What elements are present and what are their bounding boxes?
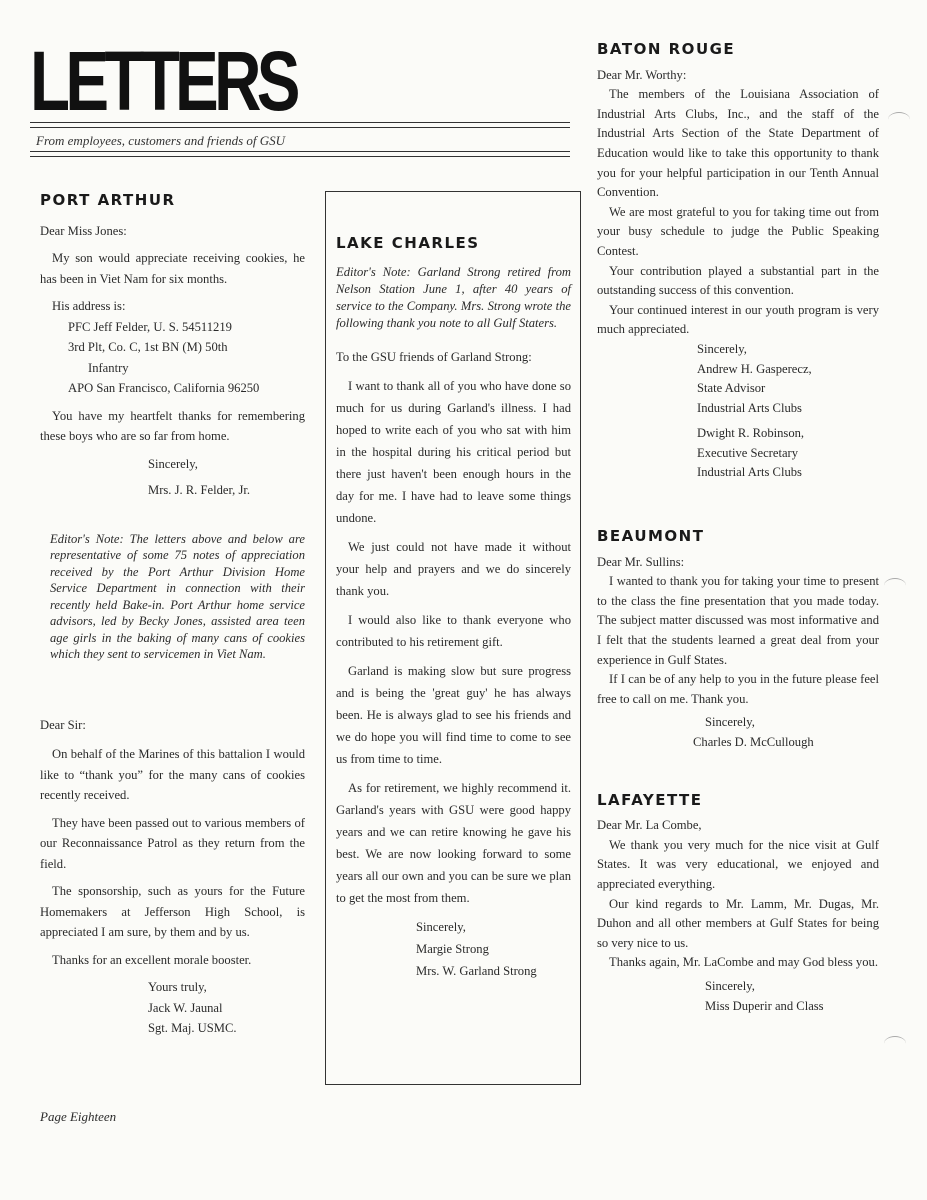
divider (30, 127, 570, 128)
paragraph: Our kind regards to Mr. Lamm, Mr. Dugas, Mr. Duhon and all other members at Gulf States for being so very nice to us. (597, 896, 879, 950)
paragraph: I would also like to thank everyone who contributed to his retirement gift. (336, 613, 571, 649)
signature: Mrs. J. R. Felder, Jr. (148, 483, 250, 497)
signature: Jack W. Jaunal (148, 1000, 223, 1015)
paragraph: We thank you very much for the nice visit at Gulf States. It was very educational, we enjoyed and appreciated everything. (597, 837, 879, 891)
closing: Sincerely, (705, 978, 755, 993)
divider (30, 122, 570, 123)
paragraph: Thanks for an excellent morale booster. (52, 952, 252, 967)
paragraph: They have been passed out to various members of our Reconnaissance Patrol as they return from the field. (40, 815, 305, 871)
masthead-title: LETTERS (30, 34, 296, 128)
section-heading: BEAUMONT (597, 527, 705, 546)
address-line: APO San Francisco, California 96250 (68, 381, 260, 395)
paragraph: The sponsorship, such as yours for the Future Homemakers at Jefferson High School, is appreciated I am sure, by them and by us. (40, 884, 305, 939)
subtitle: From employees, customers and friends of GSU (36, 133, 286, 148)
closing: Sincerely, (148, 456, 198, 471)
salutation: Dear Sir: (40, 717, 86, 732)
divider (30, 151, 570, 152)
salutation: To the GSU friends of Garland Strong: (336, 350, 532, 364)
signature: Dwight R. Robinson, (697, 426, 805, 441)
salutation: Dear Mr. Worthy: (597, 67, 687, 82)
address-line: Infantry (88, 360, 129, 375)
paragraph: His address is: (52, 299, 126, 313)
signature-org: Industrial Arts Clubs (697, 400, 802, 415)
signature: Miss Duperir and Class (705, 998, 824, 1013)
editors-note: Editor's Note: Garland Strong retired from Nelson Station June 1, after 40 years of service to the Company. Mrs. Strong wrote the following thank you note to all Gulf Staters. (336, 265, 571, 330)
salutation: Dear Mr. La Combe, (597, 818, 702, 833)
closing: Yours truly, (148, 980, 207, 994)
signature: Margie Strong (416, 942, 489, 956)
signature-title: Executive Secretary (697, 445, 799, 460)
editors-note: Editor's Note: The letters above and below are representative of some 75 notes of appreciation received by the Port Arthur Division Home Service Department in connection with their recently held Bake-in. Port Arthur home service advisors, led by Becky Jones, assisted area teen age girls in the baking of many cans of cookies which they sent to servicemen in Viet Nam. (50, 531, 305, 661)
paragraph: We just could not have made it without your help and prayers and we do sincerely thank you. (336, 540, 571, 598)
signature: Andrew H. Gasperecz, (697, 361, 812, 376)
port-arthur-column (40, 190, 305, 1039)
paragraph: Garland is making slow but sure progress and is being the 'great guy' he has always been. He is always glad to see his friends and we do hope you will find time to come to see us from time to time. (336, 664, 571, 766)
signature: Charles D. McCullough (693, 735, 814, 749)
closing: Sincerely, (705, 715, 755, 730)
paragraph: On behalf of the Marines of this battalion I would like to “thank you” for the many cans of cookies recently received. (40, 747, 305, 802)
paragraph: I wanted to thank you for taking your time to present to the class the fine presentation that you made today. The subject matter discussed was most informative and I felt that the students learned a great deal from your experience in Gulf States. (597, 574, 879, 667)
section-heading: LAKE CHARLES (336, 234, 480, 252)
closing: Sincerely, (697, 341, 747, 356)
binder-hole-mark (888, 112, 910, 127)
right-column (597, 40, 879, 1016)
closing: Sincerely, (416, 920, 466, 934)
paragraph: If I can be of any help to you in the future please feel free to call on me. Thank you. (597, 672, 879, 706)
signature-title: Sgt. Maj. USMC. (148, 1021, 237, 1035)
address-line: PFC Jeff Felder, U. S. 54511219 (68, 319, 232, 334)
section-heading: LAFAYETTE (597, 790, 703, 809)
section-heading: PORT ARTHUR (40, 191, 176, 209)
paragraph: You have my heartfelt thanks for remembering these boys who are so far from home. (40, 408, 305, 443)
signature-title: State Advisor (697, 381, 766, 396)
paragraph: Your contribution played a substantial part in the outstanding success of this convention. (597, 263, 879, 298)
section-heading: BATON ROUGE (597, 40, 736, 58)
binder-hole-mark (884, 578, 906, 593)
paragraph: My son would appreciate receiving cookies, he has been in Viet Nam for six months. (40, 251, 305, 286)
paragraph: Your continued interest in our youth program is very much appreciated. (597, 302, 879, 337)
paragraph: We are most grateful to you for taking time out from your busy schedule to judge the Public Speaking Contest. (597, 204, 879, 258)
paragraph: I want to thank all of you who have done so much for us during Garland's illness. I had hoped to write each of you who sat with him in the hospital during his critical period but there just haven't been enough hours in the day for me. I have had to leave some things undone. (336, 379, 571, 525)
lake-charles-column (336, 232, 571, 982)
binder-hole-mark (884, 1036, 906, 1051)
signature-name: Mrs. W. Garland Strong (416, 964, 537, 978)
page-number: Page Eighteen (40, 1109, 117, 1124)
paragraph: Thanks again, Mr. LaCombe and may God bless you. (609, 955, 878, 970)
paragraph: As for retirement, we highly recommend it. Garland's years with GSU were good happy years and we can retire knowing he gave his best. We are now looking forward to some years all our own and you can be sure we plan to get the most from them. (336, 781, 571, 905)
salutation: Dear Mr. Sullins: (597, 554, 685, 569)
divider (30, 156, 570, 157)
address-line: 3rd Plt, Co. C, 1st BN (M) 50th (68, 340, 228, 354)
salutation: Dear Miss Jones: (40, 223, 127, 238)
signature-org: Industrial Arts Clubs (697, 465, 802, 480)
paragraph: The members of the Louisiana Association of Industrial Arts Clubs, Inc., and the staff of the Industrial Arts Section of the State Department of Education would like to take this opportunity to thank you for your helpful participation in our Tenth Annual Convention. (597, 87, 879, 200)
